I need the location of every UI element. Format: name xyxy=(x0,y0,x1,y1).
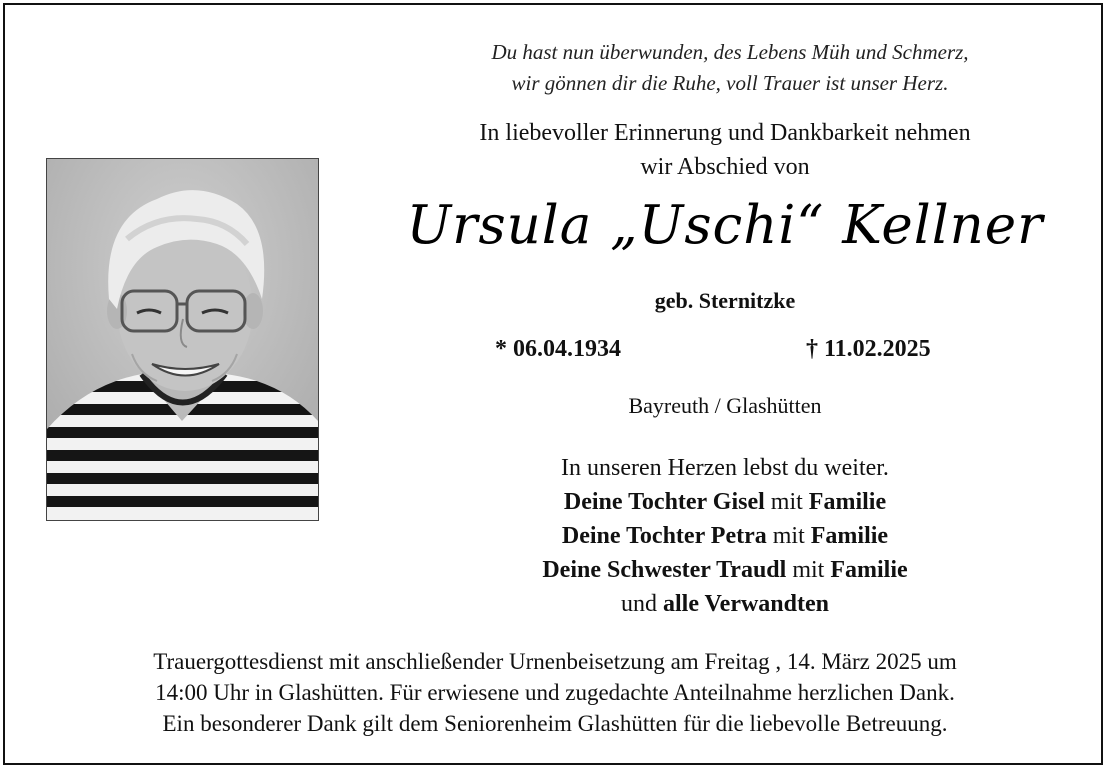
place: Bayreuth / Glashütten xyxy=(628,393,822,418)
mourner-suffix: Familie xyxy=(810,523,889,549)
portrait-photo xyxy=(46,158,319,521)
poem-line-2: wir gönnen dir die Ruhe, voll Trauer ist unser Herz. xyxy=(511,71,949,95)
birth-date: * 06.04.1934 xyxy=(495,336,621,362)
mourner-line xyxy=(380,485,1070,519)
death-date: † 11.02.2025 xyxy=(806,336,931,362)
intro-line-1: In liebevoller Erinnerung und Dankbarkeit nehmen xyxy=(479,120,971,146)
service-line-3: Ein besonderer Dank gilt dem Seniorenheim Glashütten für die liebevolle Betreuung. xyxy=(162,711,948,736)
mourner-connector: mit xyxy=(792,557,825,583)
mourner-name: Deine Tochter Gisel xyxy=(563,489,765,515)
closing-relatives: alle Verwandten xyxy=(662,591,829,617)
deceased-name: Ursula „Uschi“ Kellner xyxy=(406,195,1044,256)
mourner-name: Deine Schwester Traudl xyxy=(542,557,787,583)
closing-prefix: und xyxy=(620,591,657,617)
poem xyxy=(380,37,1080,99)
intro-text xyxy=(380,116,1070,184)
closing-line xyxy=(380,587,1070,621)
mourner-connector: mit xyxy=(770,489,803,515)
mourner-line xyxy=(380,553,1070,587)
family-heading: In unseren Herzen lebst du weiter. xyxy=(561,455,889,481)
mourner-name: Deine Tochter Petra xyxy=(561,523,767,549)
mourners-block xyxy=(380,451,1070,621)
service-line-1: Trauergottesdienst mit anschließender Urnenbeisetzung am Freitag , 14. März 2025 um xyxy=(153,649,957,674)
mourner-suffix: Familie xyxy=(830,557,908,583)
maiden-name: geb. Sternitzke xyxy=(654,288,796,313)
mourner-line xyxy=(380,519,1070,553)
service-line-2: 14:00 Uhr in Glashütten. Für erwiesene und zugedachte Anteilnahme herzlichen Dank. xyxy=(155,680,955,705)
service-info xyxy=(20,646,1090,739)
mourner-connector: mit xyxy=(772,523,805,549)
intro-line-2: wir Abschied von xyxy=(640,154,810,180)
mourner-suffix: Familie xyxy=(808,489,887,515)
poem-line-1: Du hast nun überwunden, des Lebens Müh und Schmerz, xyxy=(491,40,969,64)
